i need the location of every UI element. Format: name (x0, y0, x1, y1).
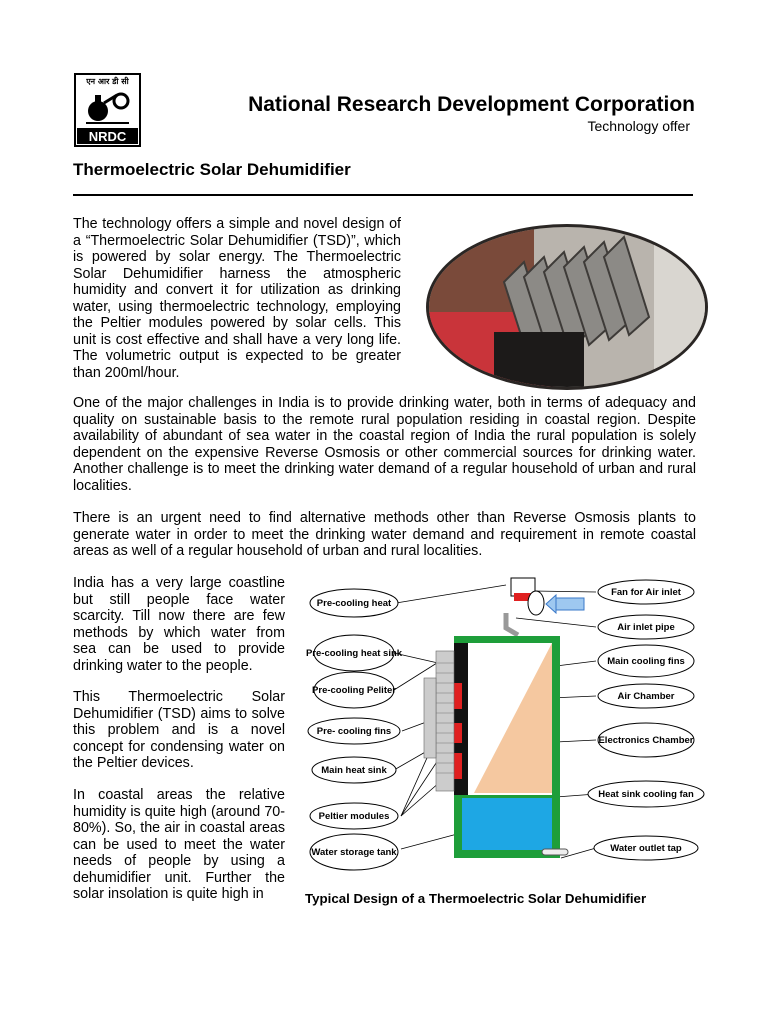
label-pre-cooling-heat: Pre-cooling heat (316, 598, 392, 609)
label-peltier-modules: Peltier modules (318, 811, 390, 822)
paragraph-intro: The technology offers a simple and novel design of a “Thermoelectric Solar Dehumidifier (TSD)”, which is powered by solar energy. The Thermoelectric Solar Dehumidifier harness the atmospheric humidity and convert it for utilization as drinking water, using thermoelectric technology, employing the Peltier modules powered by solar cells. This unit is cost effective and shall have a very long life. The volumetric output is expected to be greater than 200ml/hour. (73, 216, 401, 381)
nrdc-logo (74, 73, 141, 147)
label-air-inlet-pipe: Air inlet pipe (617, 622, 675, 633)
organization-name: National Research Development Corporation (248, 93, 695, 116)
dehumidifier-photo (424, 222, 710, 392)
label-heat-sink-cooling-fan: Heat sink cooling fan (598, 789, 694, 800)
label-pre-cooling-heat-sink: Pre-cooling heat sink (306, 648, 403, 659)
label-pre-cooling-peliter: Pre-cooling Peliter (312, 685, 396, 696)
paragraph-challenges: One of the major challenges in India is to provide drinking water, both in terms of adequacy and quality on sustainable basis to the remote rural population residing in coastal region. Despite availability of abundant of sea water in the coastal region of India the rural population is solely dependent on the expensive Reverse Osmosis or other commercial sources for drinking water. Another challenge is to meet the drinking water demand of a regular household of urban and rural localities. (73, 395, 696, 494)
paragraph-coastline: India has a very large coastline but still people face water scarcity. Till now there are few methods by which water from sea can be used to provide drinking water to the people. (73, 575, 285, 674)
label-air-chamber: Air Chamber (617, 691, 675, 702)
paragraph-tsd-aim: This Thermoelectric Solar Dehumidifier (TSD) aims to solve this problem and is a novel concept for condensing water on the Peltier devices. (73, 689, 285, 771)
title-divider (73, 194, 693, 196)
label-water-outlet-tap: Water outlet tap (610, 843, 682, 854)
label-electronics-chamber: Electronics Chamber (598, 735, 694, 746)
label-main-cooling-fins: Main cooling fins (607, 656, 685, 667)
paragraph-humidity: In coastal areas the relative humidity is quite high (around 70-80%). So, the air in coastal areas can be used to meet the water needs of people by using a dehumidifier unit. Further the solar insolation is quite high in (73, 787, 285, 902)
label-pre-cooling-fins: Pre- cooling fins (316, 726, 392, 737)
label-main-heat-sink: Main heat sink (321, 765, 387, 776)
tsd-design-diagram (306, 573, 718, 873)
logo-hindi-text: एन आर डी सी (86, 77, 129, 86)
logo-text: NRDC (88, 129, 127, 144)
offer-label: Technology offer (587, 118, 690, 134)
label-water-storage-tank: Water storage tank (311, 847, 397, 858)
paragraph-need: There is an urgent need to find alternative methods other than Reverse Osmosis plants to generate water in order to meet the drinking water demand and requirement in remote coastal areas as well of a regular household of urban and rural localities. (73, 510, 696, 559)
label-fan-for-air-inlet: Fan for Air inlet (611, 587, 681, 598)
page-title: Thermoelectric Solar Dehumidifier (73, 160, 351, 179)
diagram-caption: Typical Design of a Thermoelectric Solar Dehumidifier (305, 891, 647, 906)
